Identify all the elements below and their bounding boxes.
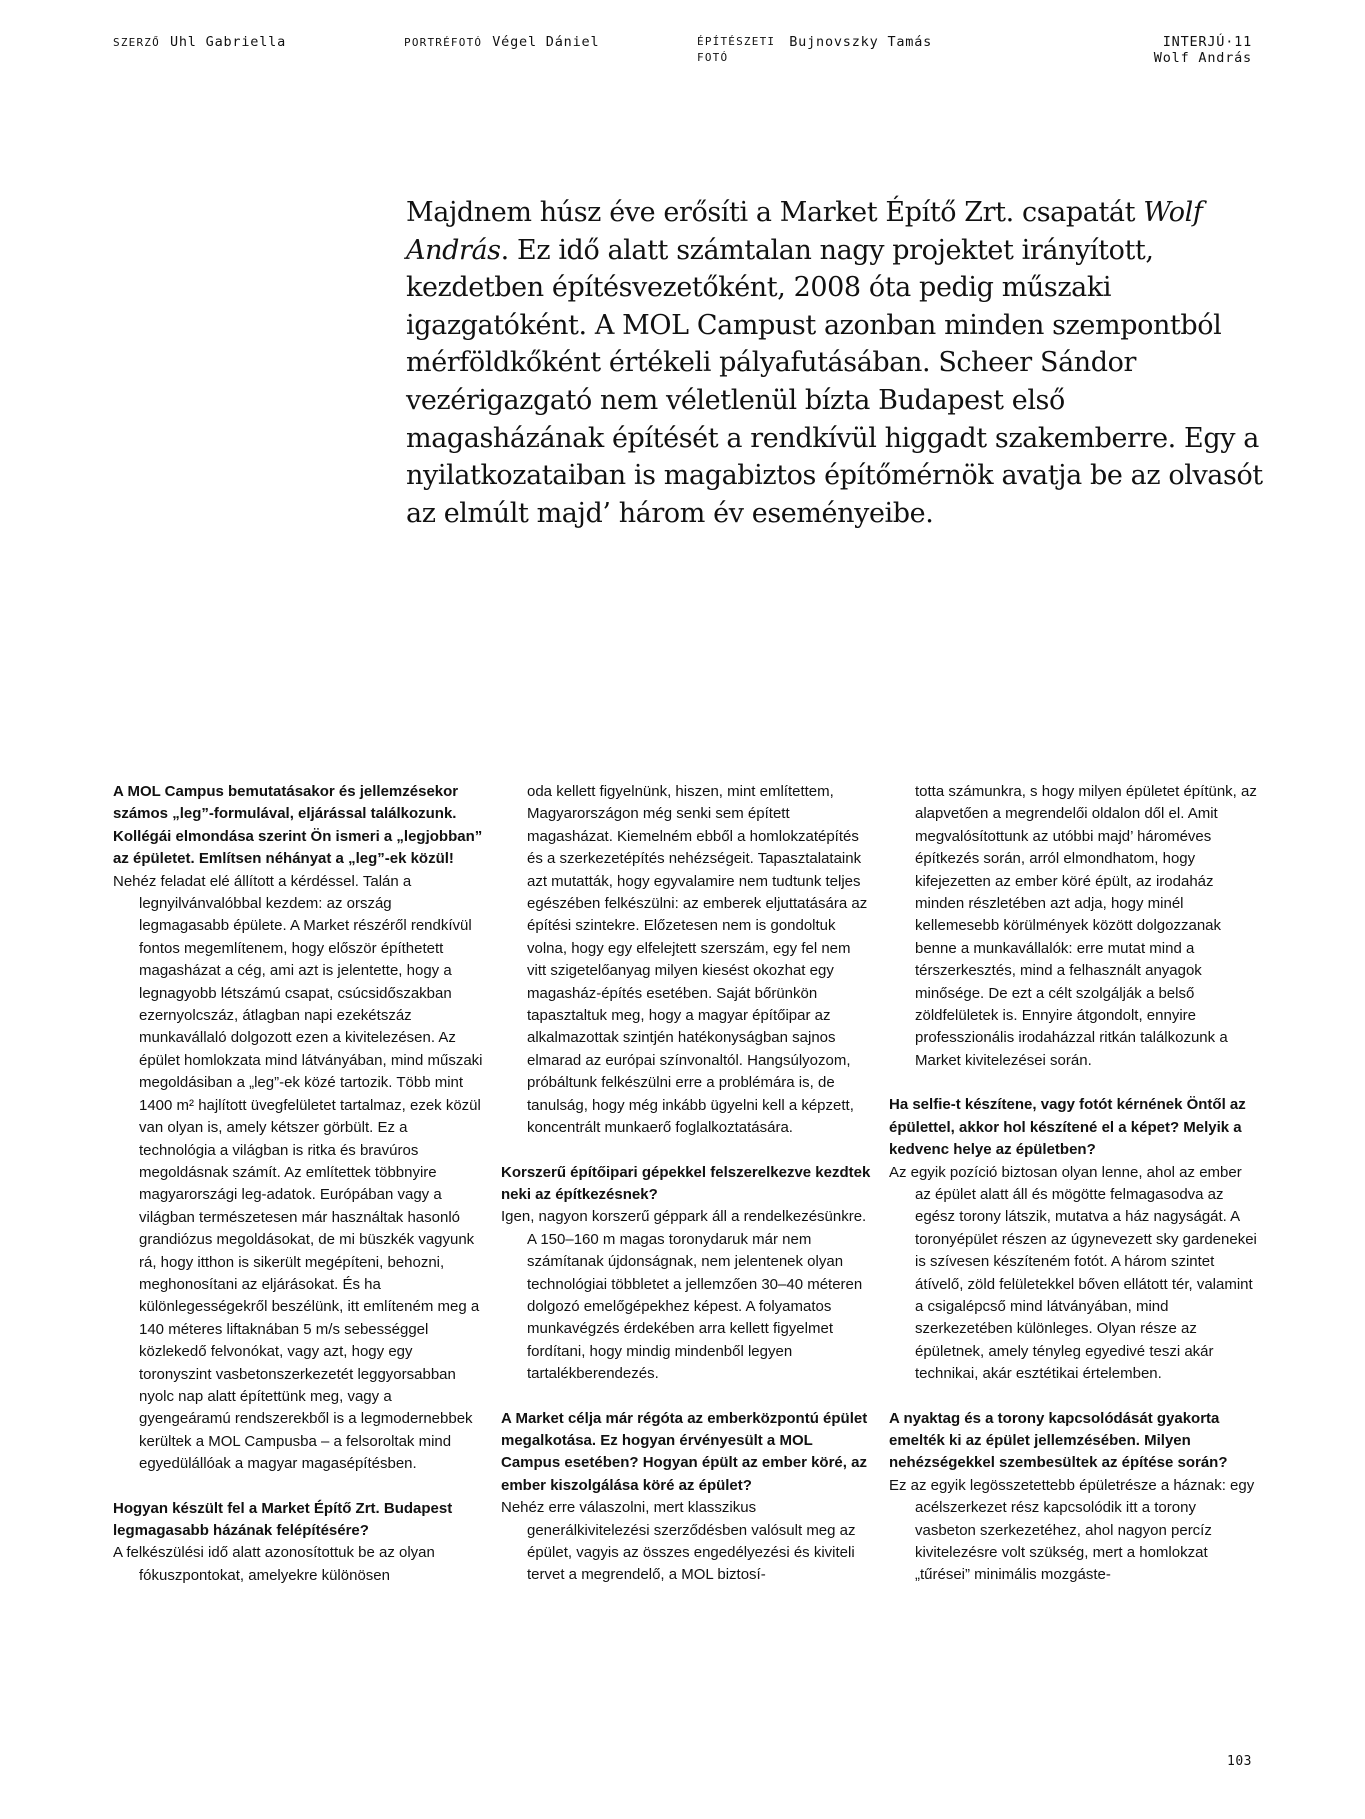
question: A nyaktag és a torony kapcsolódását gyakorta emelték ki az épület jellemzésében. Milyen nehézségekkel szembesültek az építése során? — [889, 1409, 1228, 1472]
answer: Az egyik pozíció biztosan olyan lenne, ahol az ember az épület alatt áll és mögötte felmagasodva az egész torony látszik, mutatva a ház nagyságát. A toronyépület részen az úgynevezett sky gardenekei is szívesen készíteném fotót. A három szintet átívelő, zöld felületekkel bőven ellátott tér, valamint a csigalépcső mind látványában, mind szerkezetében különleges. Olyan része az épületnek, amely tényleg egyedivé teszi akár technikai, akár esztétikai értelemben. — [889, 1163, 1257, 1383]
answer: Ez az egyik legösszetettebb épületrésze a háznak: egy acélszerkezet rész kapcsolódik itt a torony vasbeton szerkezetéhez, ahol nagyon percíz kivitelezésre volt szükség, mert a homlokzat „tűrései” minimális mozgáste- — [889, 1476, 1255, 1584]
question: Hogyan készült fel a Market Építő Zrt. Budapest legmagasabb házának felépítésére? — [113, 1499, 453, 1539]
answer: Nehéz erre válaszolni, mert klasszikus generálkivitelezési szerződésben valósult meg az épület, vagyis az összes engedélyezési és kiviteli tervet a megrendelő, a MOL biztosí- — [501, 1499, 856, 1584]
author-credit — [113, 34, 286, 51]
text-column-1 — [113, 781, 483, 1587]
author-label: SZERZŐ — [113, 36, 160, 49]
portrait-photo-label: PORTRÉFOTÓ — [404, 36, 483, 49]
page-number: 103 — [1227, 1754, 1252, 1769]
section-header — [1154, 34, 1252, 66]
architecture-photo-label: ÉPÍTÉSZETI FOTÓ — [697, 35, 776, 64]
author-name: Uhl Gabriella — [169, 34, 286, 50]
portrait-photographer-name: Végel Dániel — [492, 34, 600, 50]
lead-paragraph: Majdnem húsz éve erősíti a Market Építő Zrt. csapatát Wolf András. Ez idő alatt számtalan nagy projektet irányított, kezdetben építésvezetőként, 2008 óta pedig műszaki igazgatóként. A MOL Campust azonban minden szempontból mérföldkőként értékeli pályafutásában. Scheer Sándor vezérigazgató nem véletlenül bízta Budapest első magasházának építését a rendkívül higgadt szakemberre. Egy a nyilatkozataiban is magabiztos építőmérnök avatja be az olvasót az elmúlt majd’ három év eseményeibe. — [406, 197, 1263, 529]
lead-interviewee-name: Wolf András — [406, 197, 1203, 266]
question: Ha selfie-t készítene, vagy fotót kérnének Öntől az épülettel, akkor hol készítené el a képet? Melyik a kedvenc helye az épületben? — [889, 1096, 1246, 1159]
question: Korszerű építőipari gépekkel felszerelkezve kezdtek neki az építkezésnek? — [501, 1163, 871, 1203]
question: A Market célja már régóta az emberközpontú épület megalkotása. Ez hogyan érvényesült a MOL Campus esetében? Hogyan épült az ember köré, az ember kiszolgálása köré az épület? — [501, 1409, 868, 1494]
architecture-photo-credit — [697, 34, 932, 66]
section-label: INTERJÚ·11 — [1162, 34, 1252, 50]
architecture-photographer-name: Bujnovszky Tamás — [789, 34, 933, 50]
text-column-3 — [889, 781, 1259, 1587]
answer: Igen, nagyon korszerű géppark áll a rendelkezésünkre. A 150–160 m magas toronydaruk már nem számítanak újdonságnak, nem jelentenek olyan technológiai többletet a jellemzően 30–40 méteren dolgozó emelőgépekhez képest. A folyamatos munkavégzés érdekében arra kellett figyelmet fordítani, hogy mindig mindenből legyen tartalékberendezés. — [501, 1208, 867, 1383]
text-column-2 — [501, 781, 871, 1587]
answer: A felkészülési idő alatt azonosítottuk be az olyan fókuszpontokat, amelyekre különösen — [113, 1544, 435, 1584]
portrait-photo-credit — [404, 34, 599, 51]
answer-continued: totta számunkra, s hogy milyen épületet építünk, az alapvetően a megrendelői oldalon dől el. Amit megvalósítottunk az utóbbi majd’ hároméves építkezés során, arról elmondhatom, hogy kifejezetten az ember köré épült, az irodaház minden részletében azt adja, hogy minél kellemesebb körülmények között dolgozzanak benne a munkavállalók: erre mutat mind a térszerkesztés, mind a felhasznált anyagok minősége. De ezt a célt szolgálják a belső zöldfelületek is. Ennyire átgondolt, ennyire professzionális irodaházzal ritkán találkozunk a Market kivitelezései során. — [915, 783, 1257, 1069]
answer: Nehéz feladat elé állított a kérdéssel. Talán a legnyilvánvalóbbal kezdem: az ország legmagasabb épülete. A Market részéről rendkívül fontos megemlítenem, hogy először építhetett magasházat a cég, ami azt is jelentette, hogy a legnagyobb létszámú csapat, csúcsidőszakban ezernyolcszáz, átlagban napi ezekétszáz munkavállaló dolgozott ezen a kivitelezésen. Az épület homlokzata mind látványában, mind műszaki megoldásiban a „leg”-ek közé tartozik. Több mint 1400 m² hajlított üvegfelületet tartalmaz, ezek közül van olyan is, amely kétszer görbült. Ez a technológia a világban is ritka és bravúros megoldásnak számít. Az említettek többnyire magyarországi leg-adatok. Európában vagy a világban természetesen már használtak hasonló grandiózus megoldásokat, de mi büszkék vagyunk rá, hogy itthon is sikerült megépíteni, behozni, meghonosítani az eljárásokat. És ha különlegességekről beszélünk, itt említeném meg a 140 méteres liftaknában 5 m/s sebességgel közlekedő felvonókat, vagy azt, hogy egy toronyszint vasbetonszerkezetét leggyorsabban nyolc nap alatt építettünk meg, vagy a gyengeáramú rendszerekből is a legmodernebbek kerültek a MOL Campusba – a felsoroltak mind egyedülállóak a magyar magasépítésben. — [113, 872, 483, 1473]
interviewee-name: Wolf András — [1153, 50, 1252, 66]
question: A MOL Campus bemutatásakor és jellemzésekor számos „leg”-formulával, eljárással találkozunk. Kollégái elmondása szerint Ön ismeri a „legjobban” az épületet. Említsen néhányat a „leg”-ek közül! — [113, 783, 483, 868]
answer-continued: oda kellett figyelnünk, hiszen, mint említettem, Magyarországon még senki sem épített magasházat. Kiemelném ebből a homlokzatépítés és a szerkezetépítés nehézségeit. Tapasztalataink azt mutatták, hogy egyvalamire nem tudtunk teljes egészében felkészülni: az emberek eljuttatására az építési szintekre. Előzetesen nem is gondoltuk volna, hogy egy elfelejtett szerszám, egy fel nem vitt szigetelőanyag milyen kiesést okozhat egy magasház-építés esetében. Saját bőrünkön tapasztaltuk meg, hogy a magyar építőipar az alkalmazottak szintjén hatékonyságban sajnos elmarad az európai színvonaltól. Hangsúlyozom, próbáltunk felkészülni erre a problémára is, de tanulság, hogy még inkább ügyelni kell a képzett, koncentrált munkaerő foglalkoztatására. — [527, 783, 868, 1137]
